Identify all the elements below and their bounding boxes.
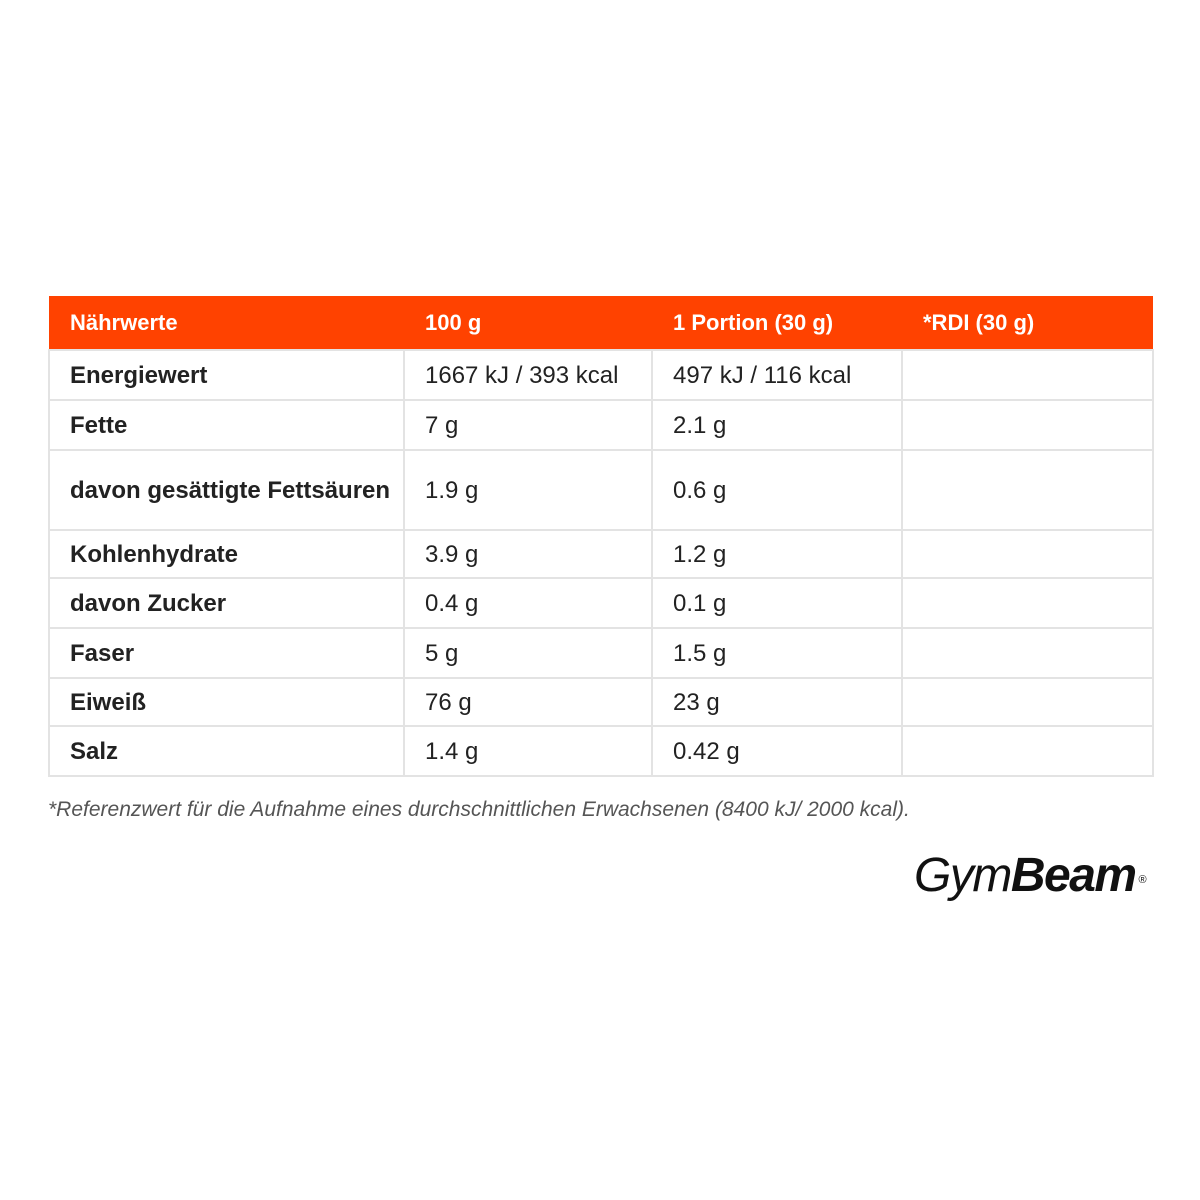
row-value-100g: 1.9 g: [404, 450, 652, 530]
row-value-rdi: [902, 628, 1153, 678]
row-value-portion: 1.5 g: [652, 628, 902, 678]
table-row: [49, 678, 1153, 726]
row-value-portion: 23 g: [652, 678, 902, 726]
table-header-row: [49, 296, 1153, 350]
row-value-rdi: [902, 678, 1153, 726]
row-value-rdi: [902, 530, 1153, 578]
row-value-portion: 2.1 g: [652, 400, 902, 450]
row-value-rdi: [902, 726, 1153, 776]
row-value-100g: 5 g: [404, 628, 652, 678]
table-row: [49, 578, 1153, 628]
row-value-portion: 0.1 g: [652, 578, 902, 628]
table-row: [49, 628, 1153, 678]
row-value-100g: 3.9 g: [404, 530, 652, 578]
row-label: Eiweiß: [49, 678, 404, 726]
header-100g: 100 g: [404, 296, 652, 350]
row-value-portion: 0.6 g: [652, 450, 902, 530]
row-value-rdi: [902, 450, 1153, 530]
header-portion: 1 Portion (30 g): [652, 296, 902, 350]
table-row: [49, 350, 1153, 400]
row-label: Faser: [49, 628, 404, 678]
row-value-100g: 1.4 g: [404, 726, 652, 776]
row-value-portion: 0.42 g: [652, 726, 902, 776]
row-value-100g: 0.4 g: [404, 578, 652, 628]
row-label: Salz: [49, 726, 404, 776]
table-row: [49, 530, 1153, 578]
row-label: davon Zucker: [49, 578, 404, 628]
row-value-100g: 76 g: [404, 678, 652, 726]
table-row: [49, 450, 1153, 530]
row-label: Energiewert: [49, 350, 404, 400]
nutrition-table: [48, 296, 1154, 777]
table-row: [49, 400, 1153, 450]
row-value-rdi: [902, 350, 1153, 400]
logo-text-gym: Gym: [914, 849, 1011, 902]
header-naehrwerte: Nährwerte: [49, 296, 404, 350]
row-value-rdi: [902, 578, 1153, 628]
row-label: Fette: [49, 400, 404, 450]
row-value-rdi: [902, 400, 1153, 450]
registered-mark: ®: [1138, 874, 1147, 886]
row-label: Kohlenhydrate: [49, 530, 404, 578]
footnote: *Referenzwert für die Aufnahme eines durchschnittlichen Erwachsenen (8400 kJ/ 2000 kcal).: [48, 798, 910, 821]
header-rdi: *RDI (30 g): [902, 296, 1153, 350]
gymbeam-logo: [914, 848, 1147, 904]
row-value-portion: 497 kJ / 116 kcal: [652, 350, 902, 400]
row-label: davon gesättigte Fettsäuren: [49, 450, 404, 530]
row-value-portion: 1.2 g: [652, 530, 902, 578]
row-value-100g: 7 g: [404, 400, 652, 450]
logo-text-beam: Beam: [1010, 849, 1136, 902]
table-row: [49, 726, 1153, 776]
row-value-100g: 1667 kJ / 393 kcal: [404, 350, 652, 400]
